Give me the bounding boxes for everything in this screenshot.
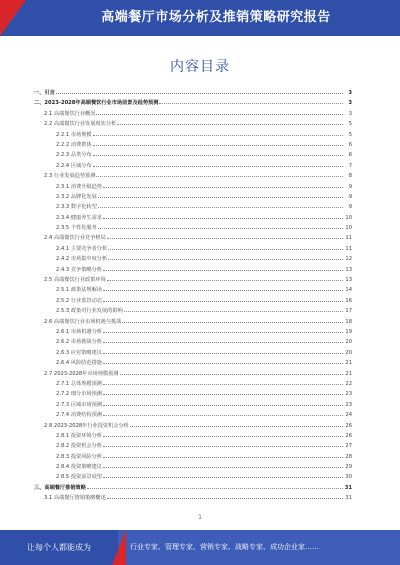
toc-entry-page: 12 <box>345 256 352 263</box>
toc-leader-dots <box>103 441 343 447</box>
toc-entry-title: 2.8 2023-2028年行业投资机会分析 <box>44 422 129 429</box>
toc-leader-dots <box>120 369 344 375</box>
toc-leader-dots <box>108 254 343 260</box>
toc-leader-dots <box>107 233 343 239</box>
header-red-accent <box>0 0 26 36</box>
toc-leader-dots <box>87 483 343 489</box>
toc-entry-page: 30 <box>345 474 352 481</box>
toc-entry-title: 2.6.4 风险防范措施 <box>56 360 102 367</box>
toc-entry-title: 2.6.3 应对策略建议 <box>56 349 102 356</box>
toc-entry-title: 2.7.2 细分市场预测 <box>56 391 102 398</box>
toc-entry-title: 2.4 高端餐饮行业竞争格局 <box>44 235 106 242</box>
toc-entry[interactable] <box>34 285 352 295</box>
toc-entry-page: 18 <box>345 318 352 325</box>
toc-entry-page: 3 <box>348 90 352 96</box>
toc-leader-dots <box>103 296 343 302</box>
toc-entry[interactable] <box>34 171 352 181</box>
toc-leader-dots <box>108 244 343 250</box>
toc-leader-dots <box>159 98 343 104</box>
toc-entry-page: 10 <box>345 225 352 232</box>
toc-entry-title: 2.3.3 数字化转型 <box>56 204 97 211</box>
toc-entry-title: 2.4.3 竞争策略分析 <box>56 266 102 273</box>
toc-leader-dots <box>103 285 343 291</box>
toc-entry[interactable] <box>34 327 352 337</box>
toc-leader-dots <box>130 421 343 427</box>
toc-entry-page: 5 <box>348 131 352 138</box>
toc-entry-title: 2.8.1 投资环境分析 <box>56 432 102 439</box>
toc-entry-title: 2.6.1 市场机遇分析 <box>56 328 102 335</box>
toc-leader-dots <box>103 348 343 354</box>
toc-entry[interactable] <box>34 472 352 482</box>
toc-entry-title: 2.3 行业发展趋势预测 <box>44 173 96 180</box>
toc-entry[interactable] <box>34 109 352 119</box>
toc-leader-dots <box>103 327 343 333</box>
toc-leader-dots <box>122 317 343 323</box>
toc-entry[interactable] <box>34 379 352 389</box>
toc-entry-page: 26 <box>345 422 352 429</box>
toc-leader-dots <box>93 161 343 167</box>
toc-entry[interactable] <box>34 202 352 212</box>
toc-entry[interactable] <box>34 389 352 399</box>
toc-entry-page: 13 <box>345 266 352 273</box>
toc-entry-title: 三、高端餐厅推销策略 <box>34 484 86 491</box>
toc-entry-title: 2.5.2 行业监管动态 <box>56 297 102 304</box>
toc-entry[interactable] <box>34 244 352 254</box>
toc-entry-page: 20 <box>345 339 352 346</box>
toc-entry-title: 2.3.4 健康养生需求 <box>56 214 102 221</box>
toc-entry-page: 9 <box>348 193 352 200</box>
toc-entry-title: 2.6.2 市场挑战分析 <box>56 339 102 346</box>
toc-entry[interactable] <box>34 306 352 316</box>
toc-entry-title: 2.2.3 品类分布 <box>56 152 92 159</box>
toc-entry-title: 2.3.1 消费升级趋势 <box>56 183 102 190</box>
toc-entry[interactable] <box>34 358 352 368</box>
toc-entry-title: 3.1 高端餐厅推销策略概述 <box>44 495 106 502</box>
toc-leader-dots <box>103 182 343 188</box>
toc-entry-title: 一、引言 <box>34 90 55 96</box>
toc-leader-dots <box>103 379 343 385</box>
toc-entry-title: 2.2.4 区域分布 <box>56 162 92 169</box>
toc-entry-title: 2.2 高端餐饮行业发展现状分析 <box>44 121 117 128</box>
page-number: 1 <box>198 514 202 521</box>
toc-leader-dots <box>93 140 343 146</box>
header-banner <box>0 0 400 36</box>
toc-entry-title: 2.2.1 市场规模 <box>56 131 92 138</box>
toc-entry-title: 2.8.5 投资前景展望 <box>56 474 102 481</box>
toc-leader-dots <box>103 213 343 219</box>
toc-entry-page: 28 <box>345 453 352 460</box>
toc-entry[interactable] <box>34 452 352 462</box>
toc-entry[interactable] <box>34 462 352 472</box>
toc-entry-title: 2.5 高端餐饮行业政策环境 <box>44 277 106 284</box>
toc-leader-dots <box>103 472 343 478</box>
toc-entry-page: 6 <box>348 152 352 159</box>
toc-leader-dots <box>96 171 343 177</box>
toc-leader-dots <box>124 306 343 312</box>
toc-entry-title: 2.3.2 品牌化发展 <box>56 193 97 200</box>
toc-entry[interactable] <box>34 431 352 441</box>
toc-entry-page: 5 <box>348 121 352 128</box>
footer-banner <box>0 530 400 565</box>
toc-leader-dots <box>103 337 343 343</box>
toc-entry[interactable] <box>34 223 352 233</box>
toc-entry-page: 8 <box>348 173 352 180</box>
toc-entry-page: 26 <box>345 432 352 439</box>
toc-entry[interactable] <box>34 348 352 358</box>
toc-leader-dots <box>107 493 343 499</box>
toc-leader-dots <box>103 431 343 437</box>
toc-entry[interactable] <box>34 296 352 306</box>
toc-entry-title: 2.5.1 政策法规解读 <box>56 287 102 294</box>
toc-entry[interactable] <box>34 410 352 420</box>
toc-entry[interactable] <box>34 98 352 108</box>
toc-entry-page: 14 <box>345 287 352 294</box>
toc-entry[interactable] <box>34 192 352 202</box>
toc-entry-title: 2.7.1 总体规模预测 <box>56 380 102 387</box>
toc-entry-page: 31 <box>344 484 352 491</box>
toc-entry[interactable] <box>34 150 352 160</box>
toc-leader-dots <box>98 223 343 229</box>
toc-entry-title: 2.8.4 投资策略建议 <box>56 464 102 471</box>
toc-entry-page: 9 <box>348 183 352 190</box>
toc-entry-page: 29 <box>345 464 352 471</box>
toc-entry-title: 2.4.2 市场集中度分析 <box>56 256 108 263</box>
toc-entry-page: 31 <box>345 495 352 502</box>
toc-leader-dots <box>98 192 343 198</box>
toc-entry-title: 二、2023-2028年高端餐饮行业市场前景及趋势预测 <box>34 100 159 107</box>
toc-entry-page: 27 <box>345 443 352 450</box>
toc-entry[interactable] <box>34 369 352 379</box>
toc-leader-dots <box>96 109 343 115</box>
toc-entry-page: 6 <box>348 141 352 148</box>
footer-slogan-right: 行业专家、管理专家、营销专家、战略专家、成功企业家…… <box>130 543 319 551</box>
toc-entry-title: 2.5.3 政策对行业发展的影响 <box>56 308 123 315</box>
toc-entry-title: 2.2.2 消费群体 <box>56 141 92 148</box>
toc-entry-title: 2.1 高端餐饮行业概况 <box>44 110 96 117</box>
toc-entry[interactable] <box>34 493 352 503</box>
toc-entry-page: 24 <box>345 412 352 419</box>
toc-entry[interactable] <box>34 317 352 327</box>
toc-leader-dots <box>56 88 343 94</box>
toc-leader-dots <box>103 400 343 406</box>
toc-entry-page: 13 <box>345 277 352 284</box>
toc-leader-dots <box>98 202 343 208</box>
toc-entry-title: 2.4.1 主要竞争者分析 <box>56 245 108 252</box>
toc-entry-page: 17 <box>345 308 352 315</box>
toc-entry[interactable] <box>34 337 352 347</box>
toc-leader-dots <box>103 358 343 364</box>
toc-entry-page: 23 <box>345 391 352 398</box>
toc-entry-title: 2.3.5 个性化服务 <box>56 225 97 232</box>
toc-leader-dots <box>103 265 343 271</box>
toc-leader-dots <box>107 275 343 281</box>
toc-entry-page: 16 <box>345 297 352 304</box>
toc-entry[interactable] <box>34 140 352 150</box>
toc-entry[interactable] <box>34 254 352 264</box>
toc-entry[interactable] <box>34 483 352 493</box>
toc-entry-page: 19 <box>345 328 352 335</box>
toc-entry[interactable] <box>34 213 352 223</box>
table-of-contents <box>34 88 352 504</box>
toc-leader-dots <box>103 389 343 395</box>
toc-entry-title: 2.8.3 投资风险分析 <box>56 453 102 460</box>
toc-entry-page: 23 <box>345 401 352 408</box>
toc-entry-page: 9 <box>348 204 352 211</box>
toc-entry-title: 2.7.3 区域市场预测 <box>56 401 102 408</box>
toc-entry[interactable] <box>34 421 352 431</box>
toc-entry-page: 7 <box>348 162 352 169</box>
toc-entry[interactable] <box>34 119 352 129</box>
toc-entry-page: 20 <box>345 349 352 356</box>
toc-entry-page: 11 <box>345 235 352 242</box>
toc-leader-dots <box>103 462 343 468</box>
toc-entry-title: 2.7 2023-2028年市场规模预测 <box>44 370 119 377</box>
toc-entry-page: 11 <box>345 245 352 252</box>
toc-leader-dots <box>117 119 343 125</box>
toc-entry-page: 21 <box>345 360 352 367</box>
toc-entry-title: 2.6 高端餐饮行业市场机遇与挑战 <box>44 318 122 325</box>
toc-entry[interactable] <box>34 400 352 410</box>
toc-entry[interactable] <box>34 233 352 243</box>
toc-entry-page: 10 <box>345 214 352 221</box>
toc-leader-dots <box>93 150 343 156</box>
toc-leader-dots <box>103 410 343 416</box>
toc-entry[interactable] <box>34 441 352 451</box>
toc-entry-title: 2.7.4 消费结构预测 <box>56 412 102 419</box>
toc-heading: 内容目录 <box>170 59 230 75</box>
toc-entry[interactable] <box>34 182 352 192</box>
toc-entry-page: 22 <box>345 380 352 387</box>
toc-entry[interactable] <box>34 88 352 98</box>
toc-leader-dots <box>103 452 343 458</box>
toc-entry-page: 21 <box>345 370 352 377</box>
toc-entry-page: 3 <box>348 110 352 117</box>
toc-entry-title: 2.8.2 投资机会分析 <box>56 443 102 450</box>
toc-entry[interactable] <box>34 130 352 140</box>
toc-entry[interactable] <box>34 265 352 275</box>
document-title: 高端餐厅市场分析及推销策略研究报告 <box>101 10 331 25</box>
toc-entry[interactable] <box>34 275 352 285</box>
toc-entry-page: 3 <box>348 100 352 107</box>
toc-leader-dots <box>93 130 343 136</box>
toc-entry[interactable] <box>34 161 352 171</box>
footer-slogan-left: 让每个人都能成为 <box>27 543 91 552</box>
